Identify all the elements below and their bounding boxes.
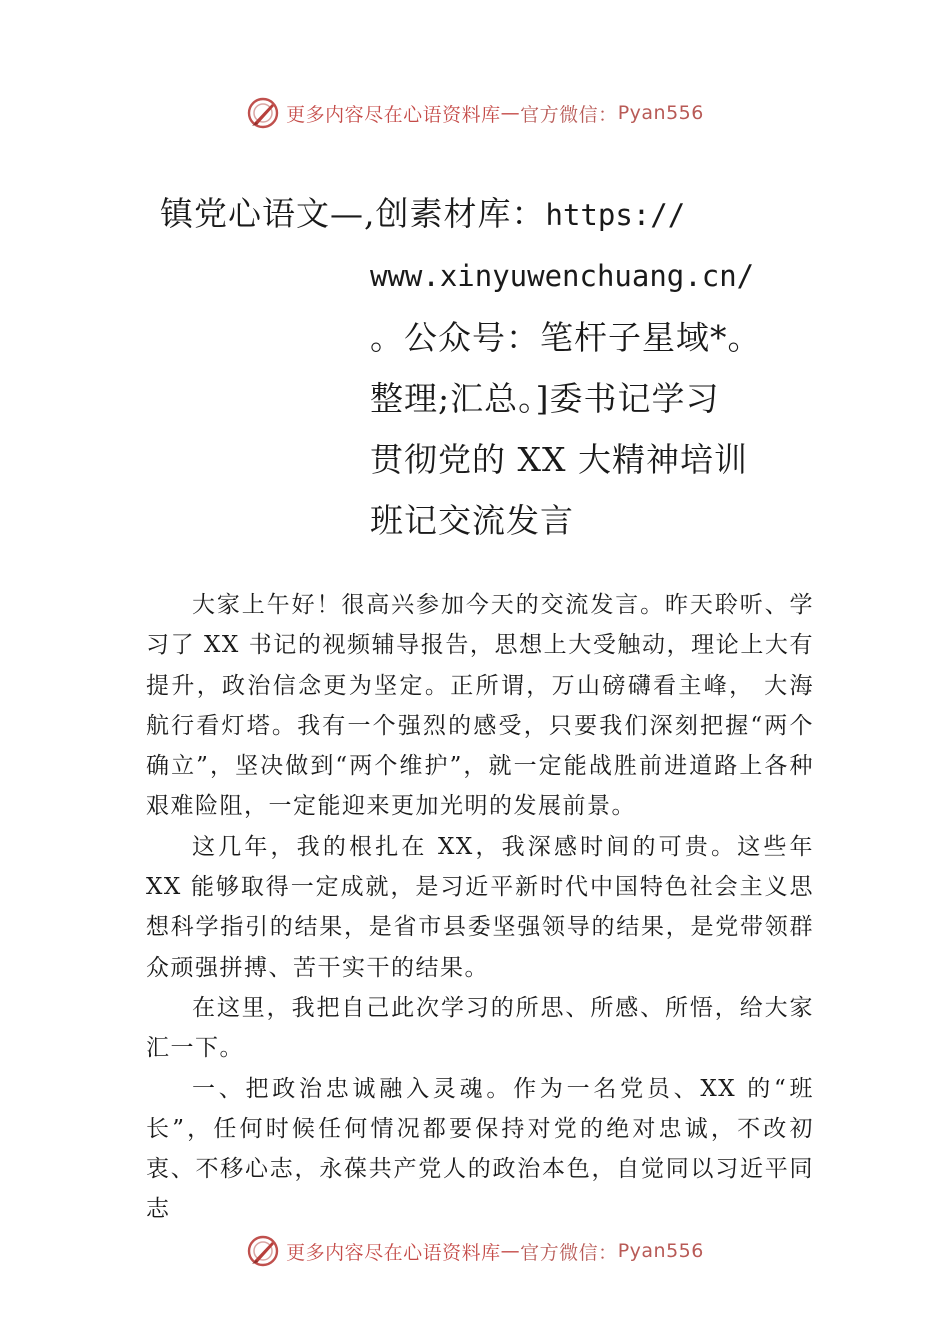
banner-brand-text: 更多内容尽在心语资料库 bbox=[286, 1241, 501, 1264]
banner-wechat-label: 官方微信： bbox=[520, 103, 618, 126]
title-line-6: 班记交流发言 bbox=[370, 501, 574, 540]
brand-logo-icon bbox=[246, 96, 280, 130]
banner-dash: — bbox=[500, 1240, 521, 1262]
banner-wechat-label: 官方微信： bbox=[520, 1241, 618, 1264]
banner-wechat-id: Pyan556 bbox=[617, 1240, 704, 1262]
header-banner bbox=[0, 96, 950, 130]
title-line-1-url: https:// bbox=[545, 198, 686, 232]
document-title bbox=[160, 183, 800, 551]
title-line-1 bbox=[160, 183, 800, 246]
brand-logo-icon bbox=[246, 1234, 280, 1268]
banner-wechat-id: Pyan556 bbox=[617, 102, 704, 124]
footer-banner bbox=[0, 1234, 950, 1268]
banner-dash: — bbox=[500, 102, 521, 124]
body-paragraph: 一、把政治忠诚融入灵魂。作为一名党员、XX 的“班长”，任何时候任何情况都要保持对党的绝对忠诚，不改初衷、不移心志，永葆共产党人的政治本色，自觉同以习近平同志 bbox=[146, 1075, 814, 1223]
title-line-2: www.xinyuwenchuang.cn/ bbox=[370, 259, 755, 293]
body-paragraph: 这几年，我的根扎在 XX，我深感时间的可贵。这些年 XX 能够取得一定成就，是习近平新时代中国特色社会主义思想科学指引的结果，是省市县委坚强领导的结果，是党带领群众顽强拼搏、苦干实干的结果。 bbox=[146, 833, 814, 981]
title-line-1-text: 镇党心语文—,创素材库： bbox=[160, 194, 546, 233]
banner-brand-text: 更多内容尽在心语资料库 bbox=[286, 103, 501, 126]
title-line-3: 。公众号：笔杆子星域*。 bbox=[370, 318, 762, 357]
document-body bbox=[146, 585, 814, 1230]
body-paragraph: 在这里，我把自己此次学习的所思、所感、所悟，给大家汇一下。 bbox=[146, 994, 814, 1062]
body-paragraph: 大家上午好！很高兴参加今天的交流发言。昨天聆听、学习了 XX 书记的视频辅导报告，思想上大受触动，理论上大有提升，政治信念更为坚定。正所谓，万山磅礴看主峰， 大海航行看灯塔。我有一个强烈的感受，只要我们深刻把握“两个确立”，坚决做到“两个维护”，就一定能战胜前进道路上各种艰难险阻，一定能迎来更加光明的发展前景。 bbox=[146, 592, 814, 820]
title-line-4: 整理;汇总。]委书记学习 bbox=[370, 379, 720, 418]
title-line-5: 贯彻党的 XX 大精神培训 bbox=[370, 440, 748, 479]
